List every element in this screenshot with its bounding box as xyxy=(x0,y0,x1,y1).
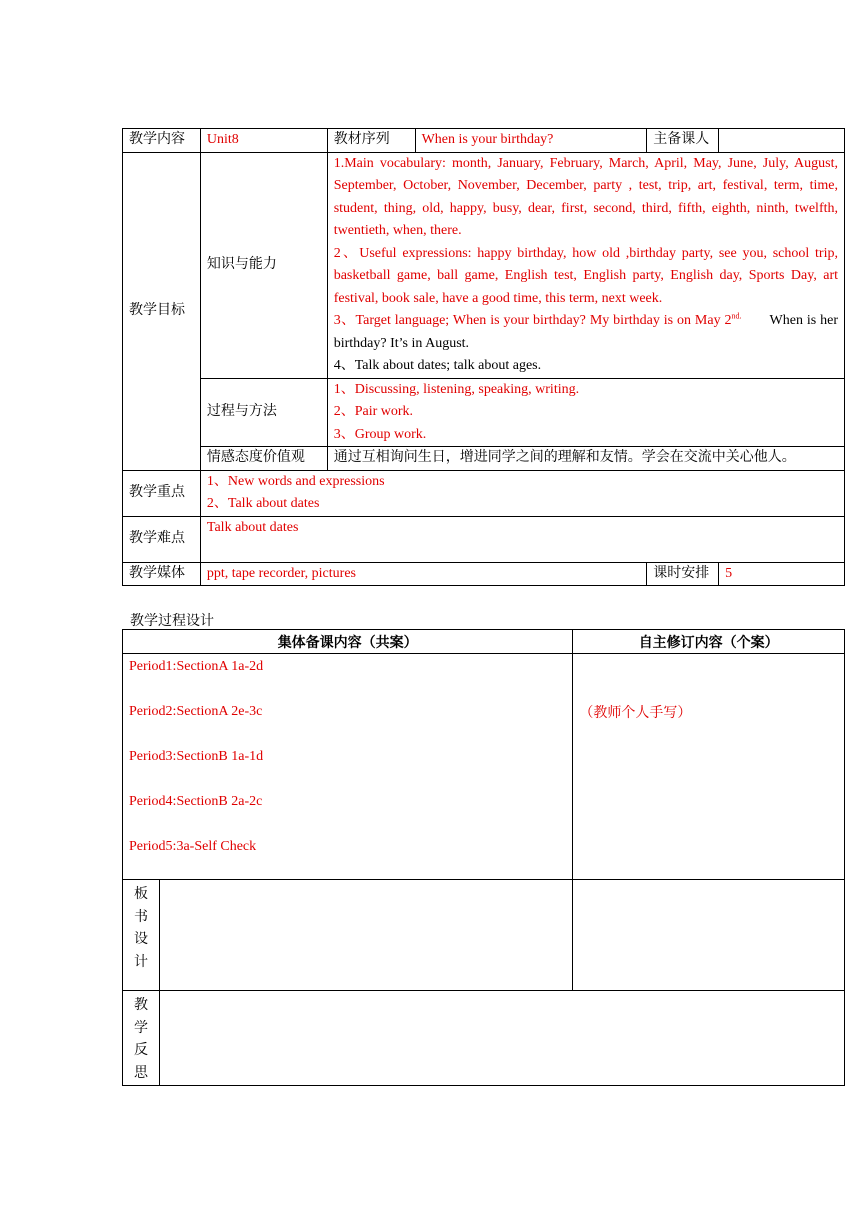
unit-value: Unit8 xyxy=(200,129,327,153)
emotion-label: 情感态度价值观 xyxy=(200,447,327,471)
period-item: Period2:SectionA 2e-3c xyxy=(129,704,263,719)
objectives-label: 教学目标 xyxy=(123,152,201,470)
process-content xyxy=(327,378,844,447)
personal-note: （教师个人手写） xyxy=(573,654,845,880)
focus-line: 2、Talk about dates xyxy=(206,496,320,511)
period-item: Period3:SectionB 1a-1d xyxy=(129,749,264,764)
preparer-label: 主备课人 xyxy=(647,129,719,153)
knowledge-content xyxy=(327,152,844,378)
knowledge-label: 知识与能力 xyxy=(200,152,327,378)
knowledge-line: 3、Target language; When is your birthday? My birthday is on May $2^{nd.}$ When is her birthday? It’s in August. xyxy=(333,311,838,351)
knowledge-line: 4、Talk about dates; talk about ages. xyxy=(333,358,542,373)
focus-line: 1、New words and expressions xyxy=(206,473,385,489)
board-design-label: 板 书 设 计 xyxy=(123,880,160,991)
period-item: Period1:SectionA 1a-2d xyxy=(129,659,264,674)
process-line: 1、Discussing, listening, speaking, writing. xyxy=(333,381,580,397)
focus-content xyxy=(200,470,844,516)
periods-cell xyxy=(123,654,573,880)
shared-plan-header: 集体备课内容（共案） xyxy=(123,630,573,654)
process-design-table xyxy=(122,629,845,1086)
focus-label: 教学重点 xyxy=(123,470,201,516)
process-label: 过程与方法 xyxy=(200,378,327,447)
personal-plan-header: 自主修订内容（个案） xyxy=(573,630,845,654)
period-item: Period4:SectionB 2a-2c xyxy=(129,794,263,809)
sequence-label: 教材序列 xyxy=(327,129,415,153)
difficulty-label: 教学难点 xyxy=(123,516,201,562)
lesson-plan-table xyxy=(122,128,845,586)
reflection-content xyxy=(159,991,844,1086)
knowledge-line: 1.Main vocabulary: month, January, February, March, April, May, June, July, August, September, October, November, December, party , test, trip, art, festival, term, time, student, thing, old, happy, busy, dear, first, second, third, fifth, eighth, ninth, twelfth, twentieth, when, there. xyxy=(333,155,838,238)
period-item: Period5:3a-Self Check xyxy=(129,839,257,854)
preparer-value xyxy=(719,129,845,153)
knowledge-line: 2、Useful expressions: happy birthday, how old ,birthday party, see you, school trip, basketball game, ball game, English test, English party, English day, Sports Day, art festival, book sale, have a good time, this term, next week. xyxy=(333,245,838,306)
media-label: 教学媒体 xyxy=(123,562,201,586)
media-text: ppt, tape recorder, pictures xyxy=(200,562,646,586)
board-design-personal xyxy=(573,880,845,991)
difficulty-text: Talk about dates xyxy=(200,516,844,562)
process-line: 2、Pair work. xyxy=(333,404,414,419)
emotion-text: 通过互相询问生日，增进同学之间的理解和友情。学会在交流中关心他人。 xyxy=(327,447,844,471)
reflection-label: 教 学 反 思 xyxy=(123,991,160,1086)
hours-label: 课时安排 xyxy=(647,562,719,586)
hours-value: 5 xyxy=(719,562,845,586)
board-design-shared xyxy=(159,880,572,991)
process-design-title: 教学过程设计 xyxy=(130,614,214,629)
sequence-value: When is your birthday? xyxy=(415,129,647,153)
process-line: 3、Group work. xyxy=(333,426,427,442)
content-label: 教学内容 xyxy=(123,129,201,153)
